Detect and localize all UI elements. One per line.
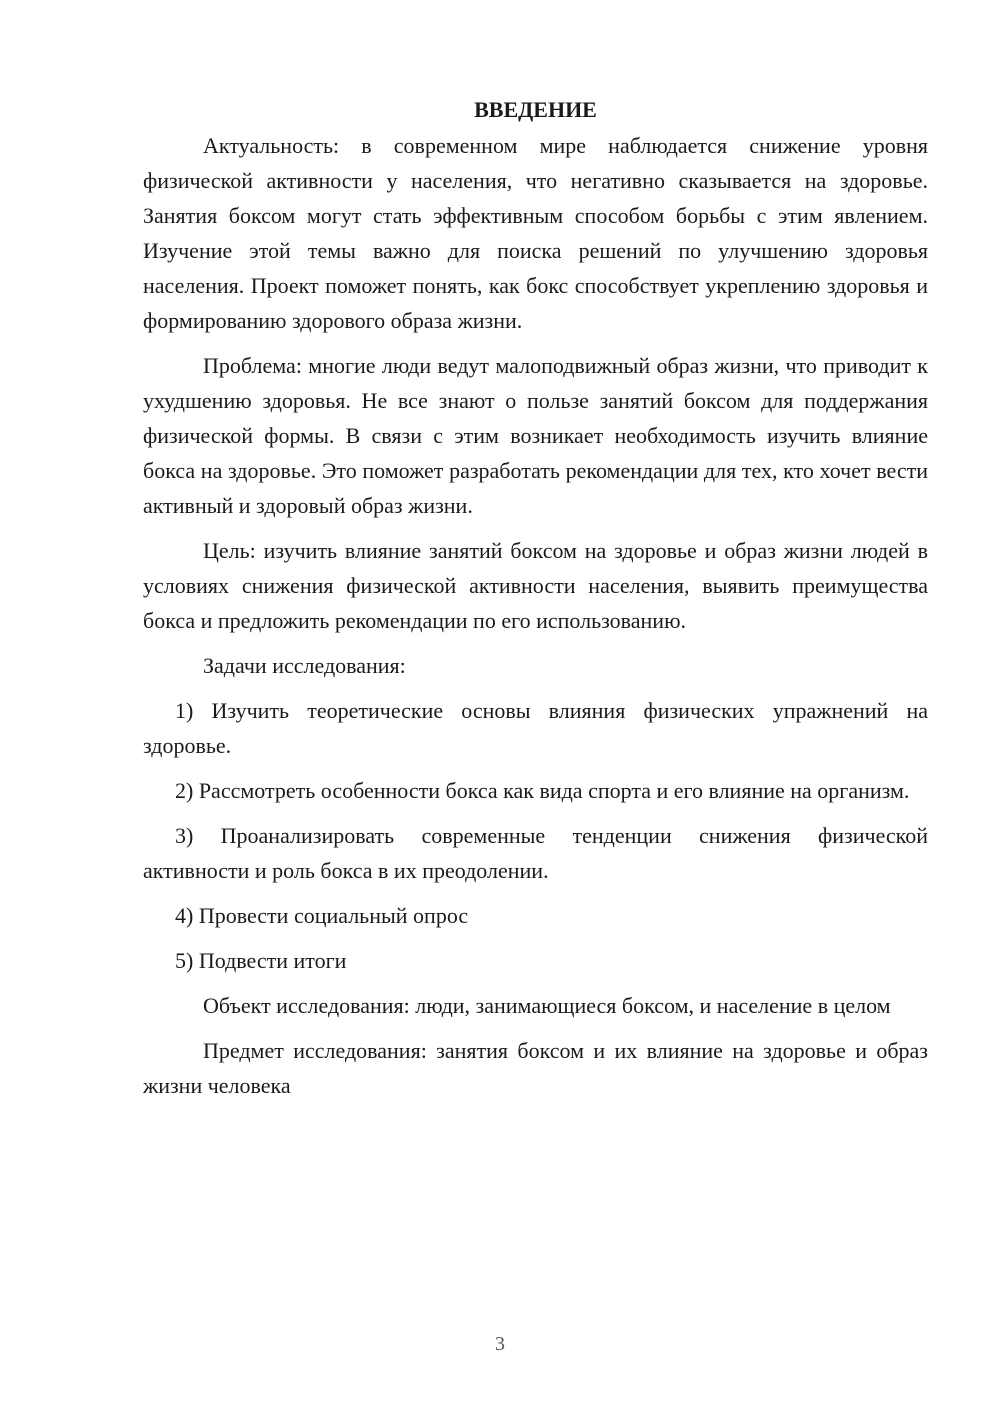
problem-paragraph: Проблема: многие люди ведут малоподвижный образ жизни, что приводит к ухудшению здоровья. Не все знают о пользе занятий боксом для поддержания физической формы. В связи с этим возникает необходимость изучить влияние бокса на здоровье. Это поможет разработать рекомендации для тех, кто хочет вести активный и здоровый образ жизни. [143,353,928,518]
task-item: 4) Провести социальный опрос [175,903,469,928]
task-item: 1) Изучить теоретические основы влияния физических упражнений на здоровье. [143,698,928,758]
task-item: 2) Рассмотреть особенности бокса как вида спорта и его влияние на организм. [175,778,910,803]
tasks-heading: Задачи исследования: [203,653,406,678]
tasks-list [143,693,928,978]
relevance-paragraph: Актуальность: в современном мире наблюдается снижение уровня физической активности у населения, что негативно сказывается на здоровье. Занятия боксом могут стать эффективным способом борьбы с этим явлением. Изучение этой темы важно для поиска решений по улучшению здоровья населения. Проект поможет понять, как бокс способствует укреплению здоровья и формированию здорового образа жизни. [143,133,928,333]
page-number: 3 [495,1333,505,1355]
document-page [143,92,928,1113]
research-object-paragraph: Объект исследования: люди, занимающиеся боксом, и население в целом [203,993,891,1018]
task-item: 3) Проанализировать современные тенденции снижения физической активности и роль бокса в их преодолении. [143,823,928,883]
goal-paragraph: Цель: изучить влияние занятий боксом на здоровье и образ жизни людей в условиях снижения физической активности населения, выявить преимущества бокса и предложить рекомендации по его использованию. [143,538,928,633]
task-item: 5) Подвести итоги [175,948,347,973]
research-subject-paragraph: Предмет исследования: занятия боксом и их влияние на здоровье и образ жизни человека [143,1038,928,1098]
section-title: ВВЕДЕНИЕ [474,97,597,122]
